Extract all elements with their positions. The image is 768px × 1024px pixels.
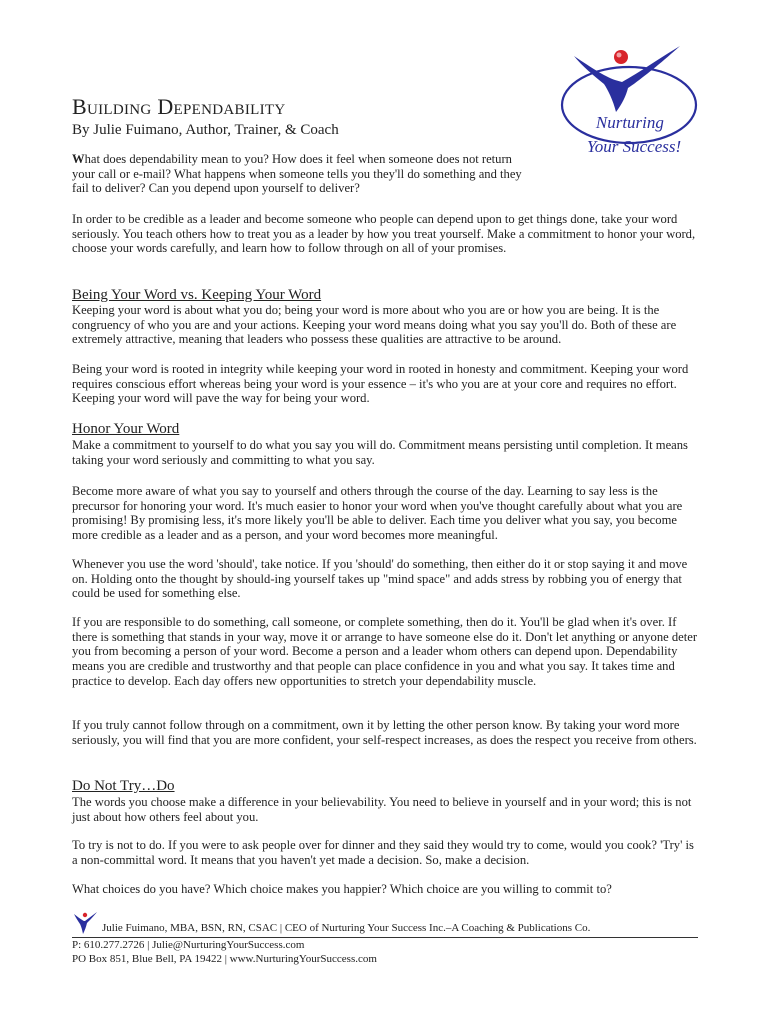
- intro-paragraph-2: In order to be credible as a leader and become someone who people can depend upon to get things done, take your word seriously. You teach others how to treat you as a leader by how you treat yourself. Make a commitment to honor your word, choose your words carefully, and learn how to follow through on all of your promises.: [72, 212, 696, 256]
- honor-your-word-paragraph-1: Make a commitment to yourself to do what you say you will do. Commitment means persisting until completion. It means taking your word seriously and committing to what you say.: [72, 438, 688, 467]
- do-not-try-paragraph-2: To try is not to do. If you were to ask people over for dinner and they said they would try to come, would you cook? 'Try' is a non-committal word. It means that you haven't yet made a decision. So, make a decision.: [72, 838, 694, 867]
- honor-your-word-paragraph-2: Become more aware of what you say to yourself and others through the course of the day. Learning to say less is the precursor for honoring your word. It's much easier to honor your word when you've thought carefully about what you are promising! By promising less, it's more likely you'll be able to deliver. Each time you deliver what you say, you become more credible as a leader and as a person, and your word becomes more meaningful.: [72, 484, 683, 543]
- footer-contact: P: 610.277.2726 | Julie@NurturingYourSuccess.com: [72, 939, 305, 951]
- footer-divider: [72, 937, 698, 938]
- document-title: Building Dependability: [72, 94, 286, 119]
- intro-text: hat does dependability mean to you? How does it feel when someone does not return your call or e-mail? What happens when someone tells you they'll do something and they fail to deliver? Can you depend upon yourself to deliver?: [72, 152, 522, 196]
- footer-credentials: Julie Fuimano, MBA, BSN, RN, CSAC | CEO of Nurturing Your Success Inc.–A Coaching & Publications Co.: [102, 922, 591, 934]
- honor-your-word-paragraph-4: If you are responsible to do something, call someone, or complete something, then do it. You'll be glad when it's over. If there is something that stands in your way, move it or arrange to have someone else do it. Don't let anything or anyone deter you from becoming a person of your word. Become a person and a leader whom others can depend upon. Dependability means you are credible and trustworthy and that people can place confidence in you and what you say. It takes time and practice to develop. Each day offers new opportunities to stretch your dependability muscle.: [72, 615, 698, 688]
- svg-text:Nurturing Your Success: Nurturing Your Success!: [586, 113, 682, 156]
- section-heading-do-not-try: Do Not Try…Do: [72, 778, 175, 794]
- nurturing-your-success-logo: [548, 42, 698, 170]
- section-heading-honor-your-word: Honor Your Word: [72, 421, 180, 437]
- do-not-try-paragraph-1: The words you choose make a difference in your believability. You need to believe in yourself and in your word; this is not just about how others feel about you.: [72, 795, 692, 824]
- author-byline: By Julie Fuimano, Author, Trainer, & Coach: [72, 122, 339, 138]
- footer-logo-icon: [72, 910, 98, 938]
- honor-your-word-paragraph-5: If you truly cannot follow through on a commitment, own it by letting the other person know. By taking your word more seriously, you will find that you are more confident, your self-respect increases, as does the respect you receive from others.: [72, 718, 697, 747]
- intro-paragraph: [72, 152, 522, 196]
- footer-address: PO Box 851, Blue Bell, PA 19422 | www.NurturingYourSuccess.com: [72, 953, 377, 965]
- being-your-word-paragraph-2: Being your word is rooted in integrity while keeping your word in rooted in honesty and commitment. Keeping your word requires conscious effort whereas being your word is your essence – it's who you are at your core and requires no effort. Keeping your word will pave the way for being your word.: [72, 362, 689, 406]
- being-your-word-paragraph-1: Keeping your word is about what you do; being your word is more about who you are or how you are being. It is the congruency of who you are and your actions. Keeping your word means doing what you say you'll do. Both of these are extremely attractive, meaning that leaders who possess these qualities are attractive to be around.: [72, 303, 677, 347]
- section-heading-being-your-word: Being Your Word vs. Keeping Your Word: [72, 287, 322, 303]
- do-not-try-paragraph-3: What choices do you have? Which choice makes you happier? Which choice are you willing to commit to?: [72, 882, 612, 896]
- honor-your-word-paragraph-3: Whenever you use the word 'should', take notice. If you 'should' do something, then either do it or stop saying it and move on. Holding onto the thought by should-ing yourself takes up "mind space" and adds stress by robbing you of energy that could be used for something else.: [72, 557, 688, 601]
- drop-cap: W: [72, 152, 85, 166]
